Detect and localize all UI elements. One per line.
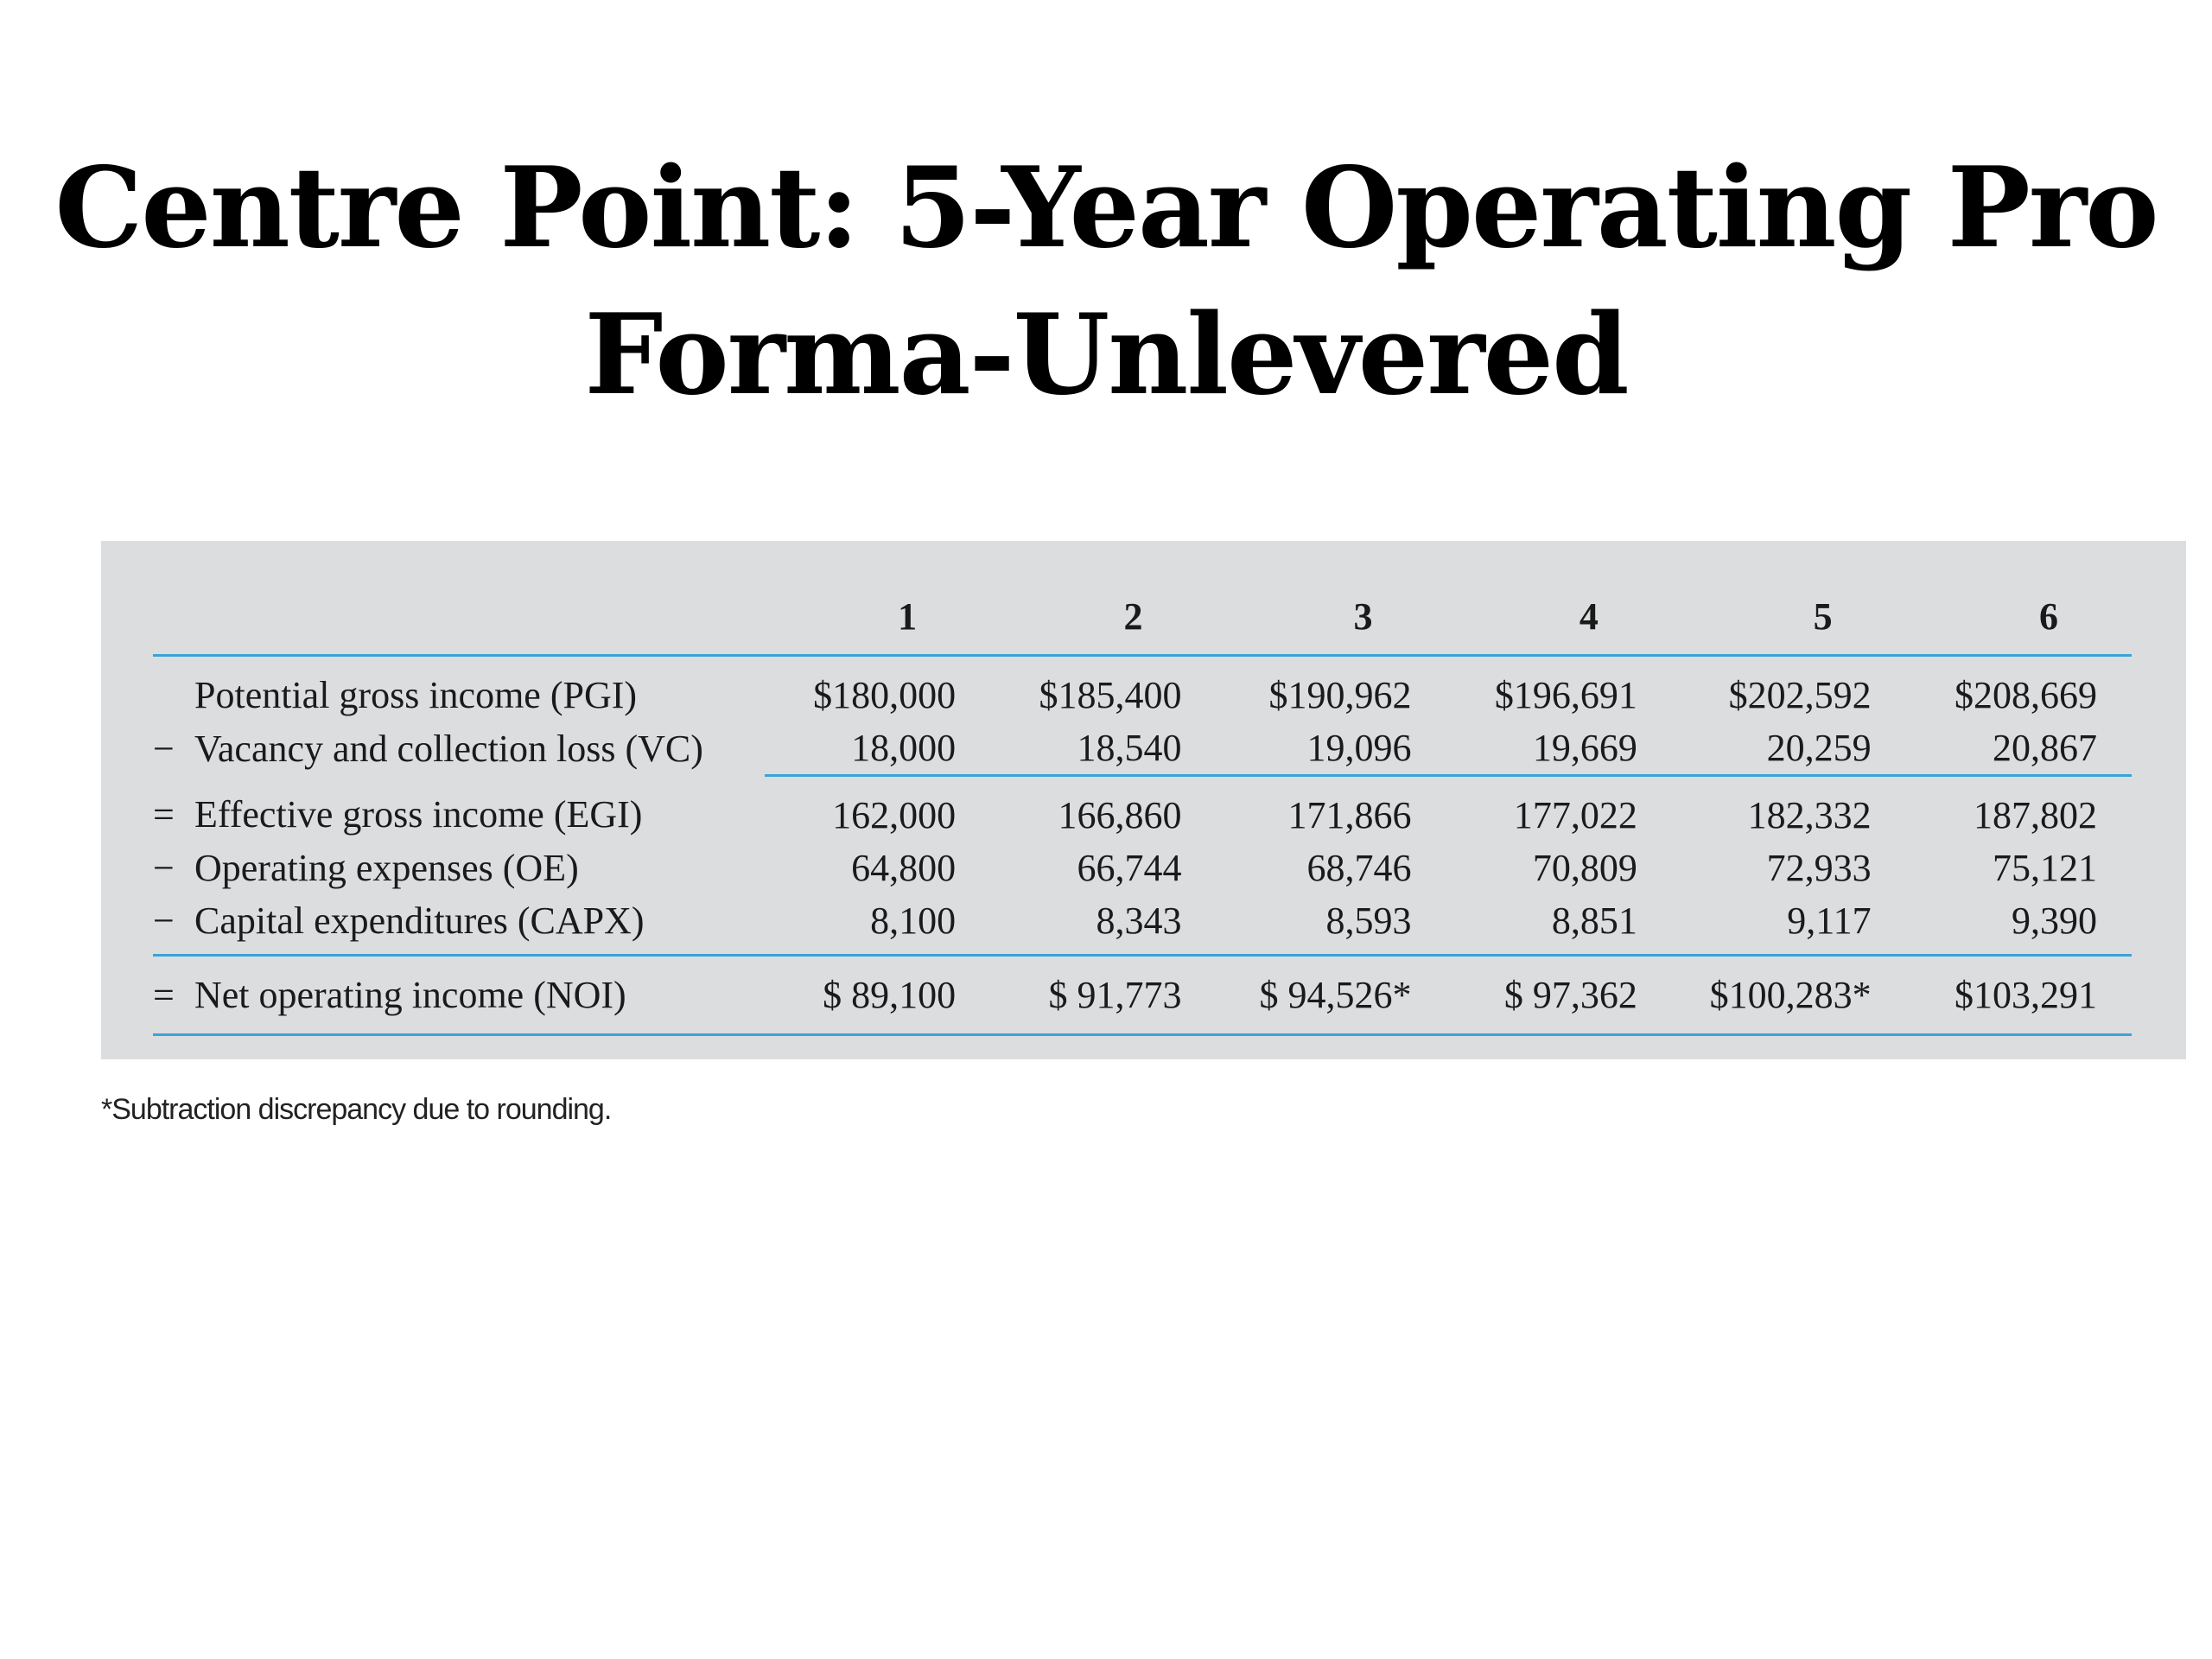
table-cell: 171,866 bbox=[1287, 794, 1412, 836]
row-label-text: Operating expenses (OE) bbox=[194, 847, 579, 889]
row-label-text: Potential gross income (PGI) bbox=[194, 674, 638, 716]
table-cell: $ 97,362 bbox=[1446, 956, 1672, 1035]
label-column-header bbox=[153, 588, 765, 656]
year-header: 4 bbox=[1446, 588, 1672, 656]
table-cell: 19,669 bbox=[1446, 721, 1672, 776]
table-cell: 8,593 bbox=[1216, 894, 1446, 956]
row-label-text: Capital expenditures (CAPX) bbox=[194, 899, 645, 942]
table-cell: 187,802 bbox=[1974, 794, 2097, 836]
table-cell: 8,100 bbox=[765, 894, 990, 956]
row-egi bbox=[153, 776, 2132, 842]
table-cell: 68,746 bbox=[1306, 847, 1412, 889]
table-cell: 182,332 bbox=[1747, 794, 1872, 836]
table-cell: 18,000 bbox=[765, 721, 990, 776]
footnote: *Subtraction discrepancy due to rounding. bbox=[101, 1093, 612, 1126]
table-cell: 72,933 bbox=[1766, 847, 1872, 889]
table-cell: $180,000 bbox=[813, 674, 957, 716]
row-label-text: Vacancy and collection loss (VC) bbox=[194, 727, 703, 770]
year-header: 2 bbox=[990, 588, 1216, 656]
table-cell: 20,867 bbox=[1906, 721, 2132, 776]
table-cell: $190,962 bbox=[1268, 674, 1412, 716]
row-operator: − bbox=[153, 847, 175, 889]
table-cell: 64,800 bbox=[851, 847, 957, 889]
row-operator: = bbox=[153, 974, 175, 1016]
row-label bbox=[153, 842, 765, 894]
table-cell: $202,592 bbox=[1728, 674, 1872, 716]
table-cell: 8,851 bbox=[1446, 894, 1672, 956]
pro-forma-table bbox=[153, 588, 2132, 1036]
row-capx bbox=[153, 894, 2132, 956]
row-label-text: Net operating income (NOI) bbox=[194, 974, 626, 1016]
row-label bbox=[153, 656, 765, 722]
table-cell: 66,744 bbox=[1077, 847, 1182, 889]
table-cell: $ 91,773 bbox=[990, 956, 1216, 1035]
row-label bbox=[153, 776, 765, 842]
year-header: 5 bbox=[1672, 588, 1906, 656]
table-cell: 9,390 bbox=[1906, 894, 2132, 956]
row-label bbox=[153, 721, 765, 776]
row-label bbox=[153, 894, 765, 956]
table-cell: 177,022 bbox=[1513, 794, 1637, 836]
row-label-text: Effective gross income (EGI) bbox=[194, 793, 643, 836]
table-cell: 18,540 bbox=[990, 721, 1216, 776]
row-operator: − bbox=[153, 727, 175, 770]
slide-title bbox=[0, 135, 2212, 429]
table-cell: 20,259 bbox=[1672, 721, 1906, 776]
row-operator: = bbox=[153, 793, 175, 836]
table-cell: $185,400 bbox=[1039, 674, 1182, 716]
title-line-1: Centre Point: 5-Year Operating Pro bbox=[54, 143, 2158, 273]
year-header: 6 bbox=[1906, 588, 2132, 656]
row-noi bbox=[153, 956, 2132, 1035]
year-header: 3 bbox=[1216, 588, 1446, 656]
year-header: 1 bbox=[765, 588, 990, 656]
table-cell: $100,283* bbox=[1672, 956, 1906, 1035]
title-line-2: Forma-Unlevered bbox=[584, 289, 1628, 420]
table-cell: $196,691 bbox=[1494, 674, 1637, 716]
table-cell: 19,096 bbox=[1216, 721, 1446, 776]
pro-forma-panel bbox=[101, 541, 2186, 1059]
table-cell: $ 89,100 bbox=[765, 956, 990, 1035]
table-cell: $103,291 bbox=[1906, 956, 2132, 1035]
row-label bbox=[153, 956, 765, 1035]
row-pgi bbox=[153, 656, 2132, 722]
year-header-row bbox=[153, 588, 2132, 656]
table-cell: 166,860 bbox=[1058, 794, 1182, 836]
table-cell: $208,669 bbox=[1955, 674, 2097, 716]
table-cell: 162,000 bbox=[832, 794, 957, 836]
row-operator: − bbox=[153, 899, 175, 942]
row-vc bbox=[153, 721, 2132, 776]
row-oe bbox=[153, 842, 2132, 894]
table-cell: 70,809 bbox=[1532, 847, 1637, 889]
table-cell: $ 94,526* bbox=[1216, 956, 1446, 1035]
table-cell: 9,117 bbox=[1672, 894, 1906, 956]
table-cell: 75,121 bbox=[1993, 847, 2097, 889]
table-cell: 8,343 bbox=[990, 894, 1216, 956]
